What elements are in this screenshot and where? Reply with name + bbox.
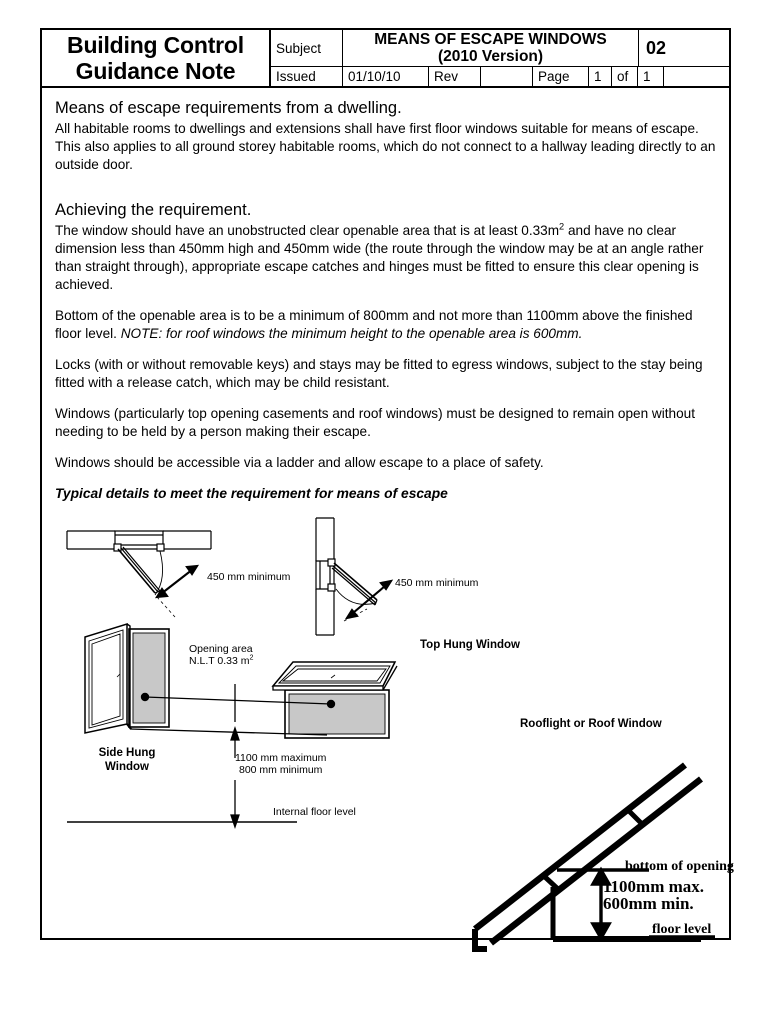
paragraph-sill-height-a: Bottom of the openable area is to be a minimum of 800mm and not more than 1100mm above the finished floor level. xyxy=(55,308,693,342)
rooflight-bottom-of-opening-label: bottom of opening xyxy=(625,858,734,874)
opening-area-line1: Opening area xyxy=(189,642,253,655)
subject-value-line1: MEANS OF ESCAPE WINDOWS xyxy=(374,30,607,48)
header-row-subject xyxy=(271,30,729,67)
internal-floor-level-label: Internal floor level xyxy=(273,805,356,818)
opening-area-superscript: 2 xyxy=(249,653,254,662)
section2-superscript: 2 xyxy=(559,221,565,232)
subject-value-line2: (2010 Version) xyxy=(437,48,544,65)
header-tail-cell xyxy=(664,67,729,86)
issued-label: Issued xyxy=(271,67,343,86)
paragraph-sill-height xyxy=(55,307,718,343)
section2-text xyxy=(55,222,718,294)
organisation-title xyxy=(42,30,271,86)
opening-area-line2: N.L.T 0.33 $m^2$ xyxy=(189,653,254,668)
section2-text-a: The window should have an unobstructed clear openable area that is at least 0.33m xyxy=(55,223,560,239)
document-body xyxy=(42,88,734,987)
spacer xyxy=(55,187,718,199)
header-row-issued xyxy=(271,67,729,86)
side-hung-window-caption-line2: Window xyxy=(105,760,149,773)
note-number: 02 xyxy=(646,37,667,58)
header-fields xyxy=(271,30,729,86)
sill-height-line2: 800 mm minimum xyxy=(238,764,323,777)
rooflight-max-height-label: 1100mm max. xyxy=(603,876,705,896)
rev-label: Rev xyxy=(429,67,481,86)
page-current: 1 xyxy=(589,67,612,86)
plan-side-hung-dimension-label: 450 mm minimum xyxy=(207,570,291,583)
document-header-table xyxy=(42,30,729,88)
subject-label: Subject xyxy=(271,30,343,66)
rooflight-caption: Rooflight or Roof Window xyxy=(520,717,662,730)
organisation-title-line2: Guidance Note xyxy=(75,57,236,84)
side-hung-window-caption-line1: Side Hung xyxy=(98,746,156,759)
section2-text-b: and have no clear dimension less than 450mm high and 450mm wide (the route through the window may be at an angle rather than straight through), appropriate escape catches and hinges must be fitted to ensure this clear opening is achieved. xyxy=(55,223,704,293)
rooflight-min-height-label: 600mm min. xyxy=(603,893,694,913)
section1-heading: Means of escape requirements from a dwelling. xyxy=(55,99,402,117)
document-page xyxy=(40,28,734,940)
rooflight-floor-level-label: floor level xyxy=(652,921,712,937)
sill-height-line1: 1100 mm maximum xyxy=(235,751,327,764)
organisation-title-line1: Building Control xyxy=(67,31,244,58)
paragraph-sill-height-note: NOTE: for roof windows the minimum height to the openable area is 600mm. xyxy=(120,326,583,342)
sill-height-label xyxy=(235,752,326,778)
page-label: Page xyxy=(533,67,589,86)
page-total: 1 xyxy=(638,67,664,86)
plan-top-hung-dimension-label: 450 mm minimum xyxy=(395,576,479,589)
subject-value xyxy=(343,30,639,66)
typical-details-heading: Typical details to meet the requirement for means of escape xyxy=(55,485,448,501)
section1-text: All habitable rooms to dwellings and extensions shall have first floor windows suitable for means of escape. This also applies to all ground storey habitable rooms, which do not connect to a hallway leading directly to an outside door. xyxy=(55,121,716,173)
section2-heading: Achieving the requirement. xyxy=(55,201,252,220)
issued-value: 01/10/10 xyxy=(343,67,429,86)
rev-value xyxy=(481,67,533,86)
paragraph-locks: Locks (with or without removable keys) and stays may be fitted to egress windows, subject to the stay being fitted with a release catch, which may be child resistant. xyxy=(55,356,703,390)
page-of-label: of xyxy=(612,67,638,86)
drawings-area xyxy=(55,509,734,987)
paragraph-ladder-access: Windows should be accessible via a ladder and allow escape to a place of safety. xyxy=(55,454,544,470)
paragraph-stay-open: Windows (particularly top opening casements and roof windows) must be designed to remain open without needing to be held by a person making their escape. xyxy=(55,405,696,439)
top-hung-window-caption: Top Hung Window xyxy=(420,638,520,651)
